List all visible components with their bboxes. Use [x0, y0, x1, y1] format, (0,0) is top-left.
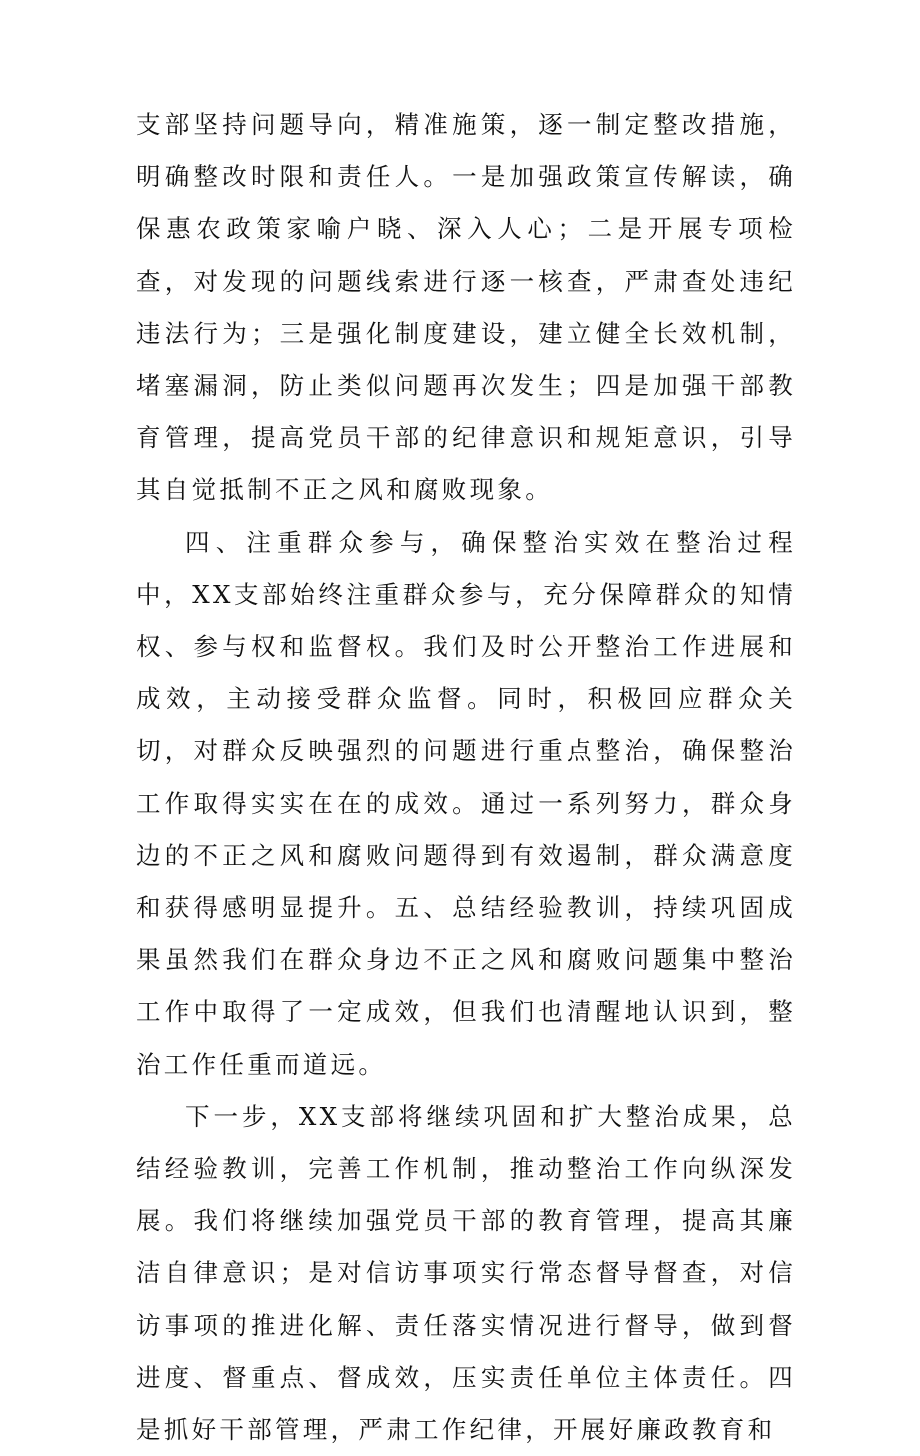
paragraph-1: 支部坚持问题导向，精准施策，逐一制定整改措施，明确整改时限和责任人。一是加强政策宣传解读，确保惠农政策家喻户晓、深入人心；二是开展专项检查，对发现的问题线索进行逐一核查，严肃查处违纪违法行为；三是强化制度建设，建立健全长效机制，堵塞漏洞，防止类似问题再次发生；四是加强干部教育管理，提高党员干部的纪律意识和规矩意识，引导其自觉抵制不正之风和腐败现象。 [136, 110, 796, 505]
document-body [136, 99, 796, 1456]
paragraph-3: 下一步，XX支部将继续巩固和扩大整治成果，总结经验教训，完善工作机制，推动整治工作向纵深发展。我们将继续加强党员干部的教育管理，提高其廉洁自律意识；是对信访事项实行常态督导督查，对信访事项的推进化解、责任落实情况进行督导，做到督进度、督重点、督成效，压实责任单位主体责任。四是抓好干部管理，严肃工作纪律，开展好廉政教育和 [136, 1101, 796, 1445]
paragraph-2: 四、注重群众参与，确保整治实效在整治过程中，XX支部始终注重群众参与，充分保障群众的知情权、参与权和监督权。我们及时公开整治工作进展和成效，主动接受群众监督。同时，积极回应群众关切，对群众反映强烈的问题进行重点整治，确保整治工作取得实实在在的成效。通过一系列努力，群众身边的不正之风和腐败问题得到有效遏制，群众满意度和获得感明显提升。五、总结经验教训，持续巩固成果虽然我们在群众身边不正之风和腐败问题集中整治工作中取得了一定成效，但我们也清醒地认识到，整治工作任重而道远。 [136, 527, 796, 1079]
